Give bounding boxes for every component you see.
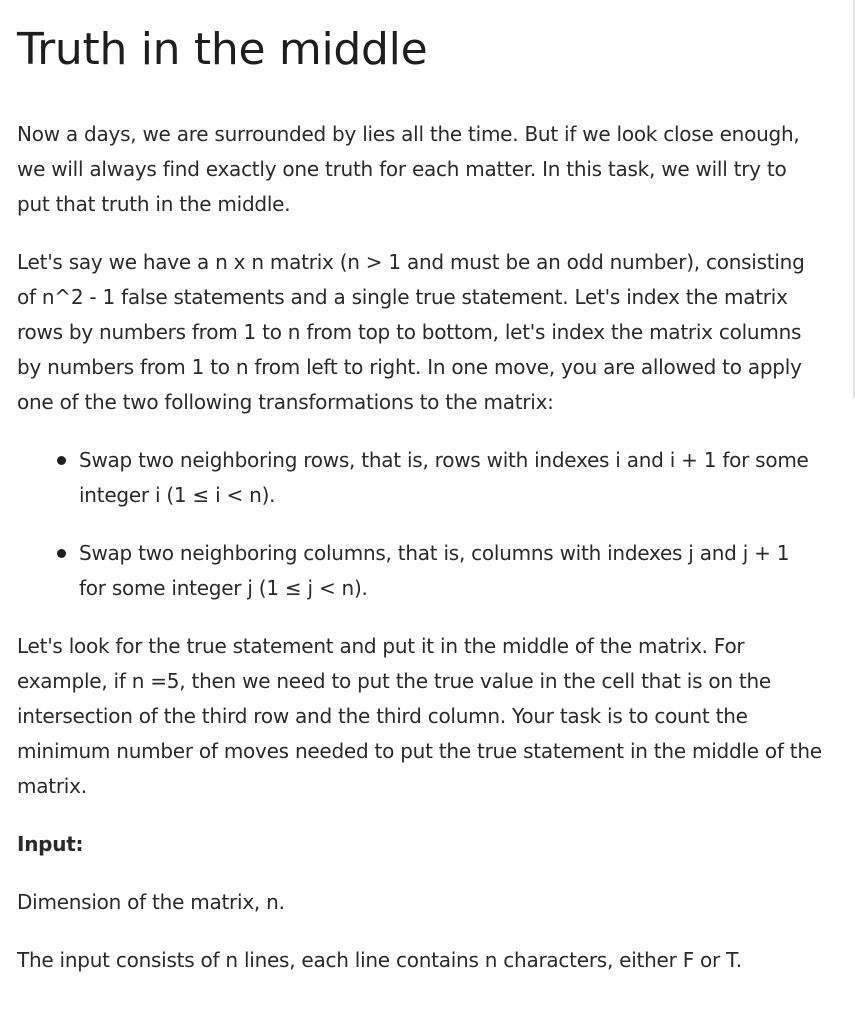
input-heading: Input: bbox=[17, 832, 84, 856]
bullet-icon bbox=[57, 456, 66, 465]
description-paragraph: Let's say we have a n x n matrix (n > 1 and must be an odd number), consisting of n^2 - 1 false statements and a single true statement. Let's index the matrix rows by numbers from 1 to n from top to bottom, let's index the matrix columns by numbers from 1 to n from left to right. In one move, you are allowed to apply one of the two following transformations to the matrix: bbox=[17, 250, 805, 414]
input-lines-text: The input consists of n lines, each line contains n characters, either F or T. bbox=[17, 948, 742, 972]
list-item bbox=[79, 536, 822, 606]
page-title: Truth in the middle bbox=[17, 24, 428, 75]
moves-list bbox=[17, 443, 822, 606]
problem-statement bbox=[17, 0, 822, 978]
move-column-swap-text: Swap two neighboring columns, that is, columns with indexes j and j + 1 for some integer j (1 ≤ j < n). bbox=[79, 541, 790, 600]
intro-paragraph: Now a days, we are surrounded by lies all the time. But if we look close enough, we will always find exactly one truth for each matter. In this task, we will try to put that truth in the middle. bbox=[17, 122, 800, 216]
list-item bbox=[79, 443, 822, 513]
task-paragraph: Let's look for the true statement and put it in the middle of the matrix. For example, if n =5, then we need to put the true value in the cell that is on the intersection of the third row and the third column. Your task is to count the minimum number of moves needed to put the true statement in the middle of the matrix. bbox=[17, 634, 822, 798]
move-row-swap-text: Swap two neighboring rows, that is, rows with indexes i and i + 1 for some integer i (1 ≤ i < n). bbox=[79, 448, 809, 507]
input-dimension-text: Dimension of the matrix, n. bbox=[17, 890, 285, 914]
bullet-icon bbox=[57, 549, 66, 558]
